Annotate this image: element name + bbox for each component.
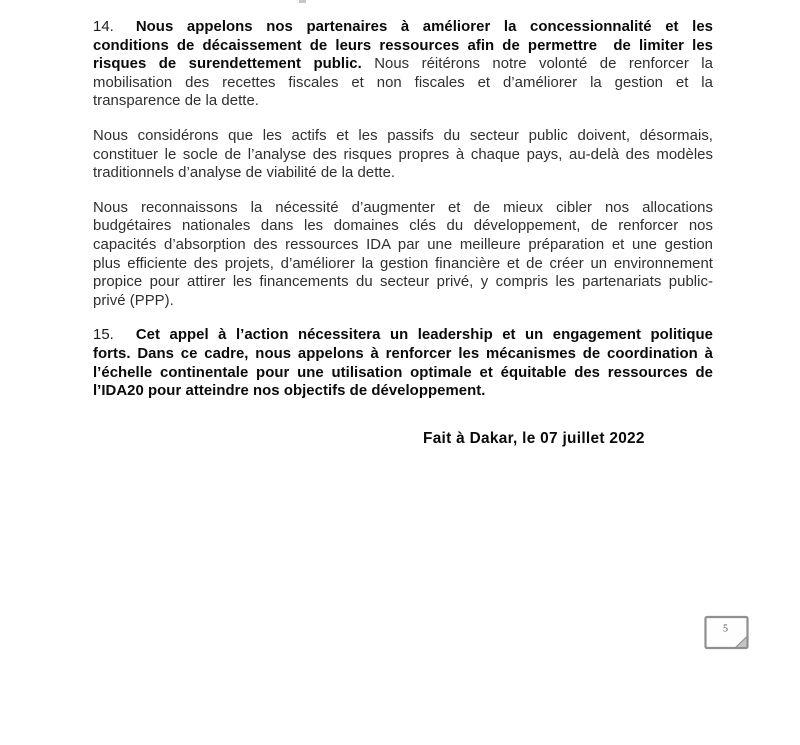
bold-run: l’IDA20 pour atteindre nos objectifs de développement.: [93, 383, 486, 400]
text-line: [93, 127, 713, 146]
text-line: [93, 255, 713, 274]
bold-run: risques de surendettement public.: [93, 56, 362, 73]
text-line: [93, 164, 713, 183]
regular-run: Nous considérons que les actifs et les passifs du secteur public doivent, désormais,: [93, 127, 713, 144]
regular-run: constituer le socle de l’analyse des risques propres à chaque pays, au-delà des modèles: [93, 146, 713, 163]
text-line: [93, 18, 713, 37]
text-line: [93, 37, 713, 56]
regular-run: capacités d’absorption des ressources IDA par une meilleure préparation et une gestion: [93, 236, 713, 253]
text-line: [93, 292, 713, 311]
paragraph-actifs-passifs: [93, 127, 713, 183]
regular-run: propice pour attirer les financements du secteur privé, y compris les partenariats public-: [93, 274, 713, 291]
paragraph-15: [93, 326, 713, 400]
paragraph-number: 14.: [93, 19, 114, 35]
paragraph-number: 15.: [93, 327, 114, 344]
text-line: [93, 55, 713, 74]
bold-run: Cet appel à l’action nécessitera un leadership et un engagement politique: [135, 327, 713, 344]
text-line: [93, 146, 713, 165]
regular-run: plus efficiente des projets, d’améliorer la gestion financière et de créer un environnement: [93, 255, 713, 272]
text-line: [93, 273, 713, 292]
regular-run: Nous reconnaissons la nécessité d’augmenter et de mieux cibler nos allocations: [93, 199, 713, 216]
text-line: [93, 364, 713, 383]
text-line: [93, 199, 713, 218]
paragraph-14: [93, 18, 713, 111]
text-line: [93, 345, 713, 364]
regular-run: Nous réitérons notre volonté de renforcer la: [361, 56, 713, 73]
bold-run: Nous appelons nos partenaires à améliorer la concessionnalité et les: [135, 19, 713, 35]
regular-run: privé (PPP).: [93, 292, 174, 309]
note-label: 5: [723, 623, 728, 635]
page-corner-note: [704, 615, 750, 652]
text-line: [93, 382, 713, 401]
regular-run: traditionnels d’analyse de viabilité de la dette.: [93, 165, 396, 182]
regular-run: budgétaires nationales dans les domaines clés du développement, de renforcer nos: [93, 218, 713, 235]
dateline: Fait à Dakar, le 07 juillet 2022: [423, 429, 645, 447]
bold-run: conditions de décaissement de leurs ressources afin de permettre de limiter les: [93, 37, 713, 54]
text-line: [93, 236, 713, 255]
scan-artifact-top: [299, 0, 306, 3]
bold-run: l’échelle continentale pour une utilisation optimale et équitable des ressources de: [93, 364, 713, 381]
regular-run: transparence de la dette.: [93, 93, 259, 110]
text-line: [93, 326, 713, 345]
regular-run: mobilisation des recettes fiscales et non fiscales et d’améliorer la gestion et la: [93, 74, 713, 91]
paragraph-allocations: [93, 199, 713, 311]
text-line: [93, 74, 713, 93]
text-line: [93, 92, 713, 111]
document-page: [93, 18, 713, 448]
bold-run: forts. Dans ce cadre, nous appelons à renforcer les mécanismes de coordination à: [93, 345, 713, 362]
text-line: [93, 217, 713, 236]
note-icon: [704, 615, 750, 652]
